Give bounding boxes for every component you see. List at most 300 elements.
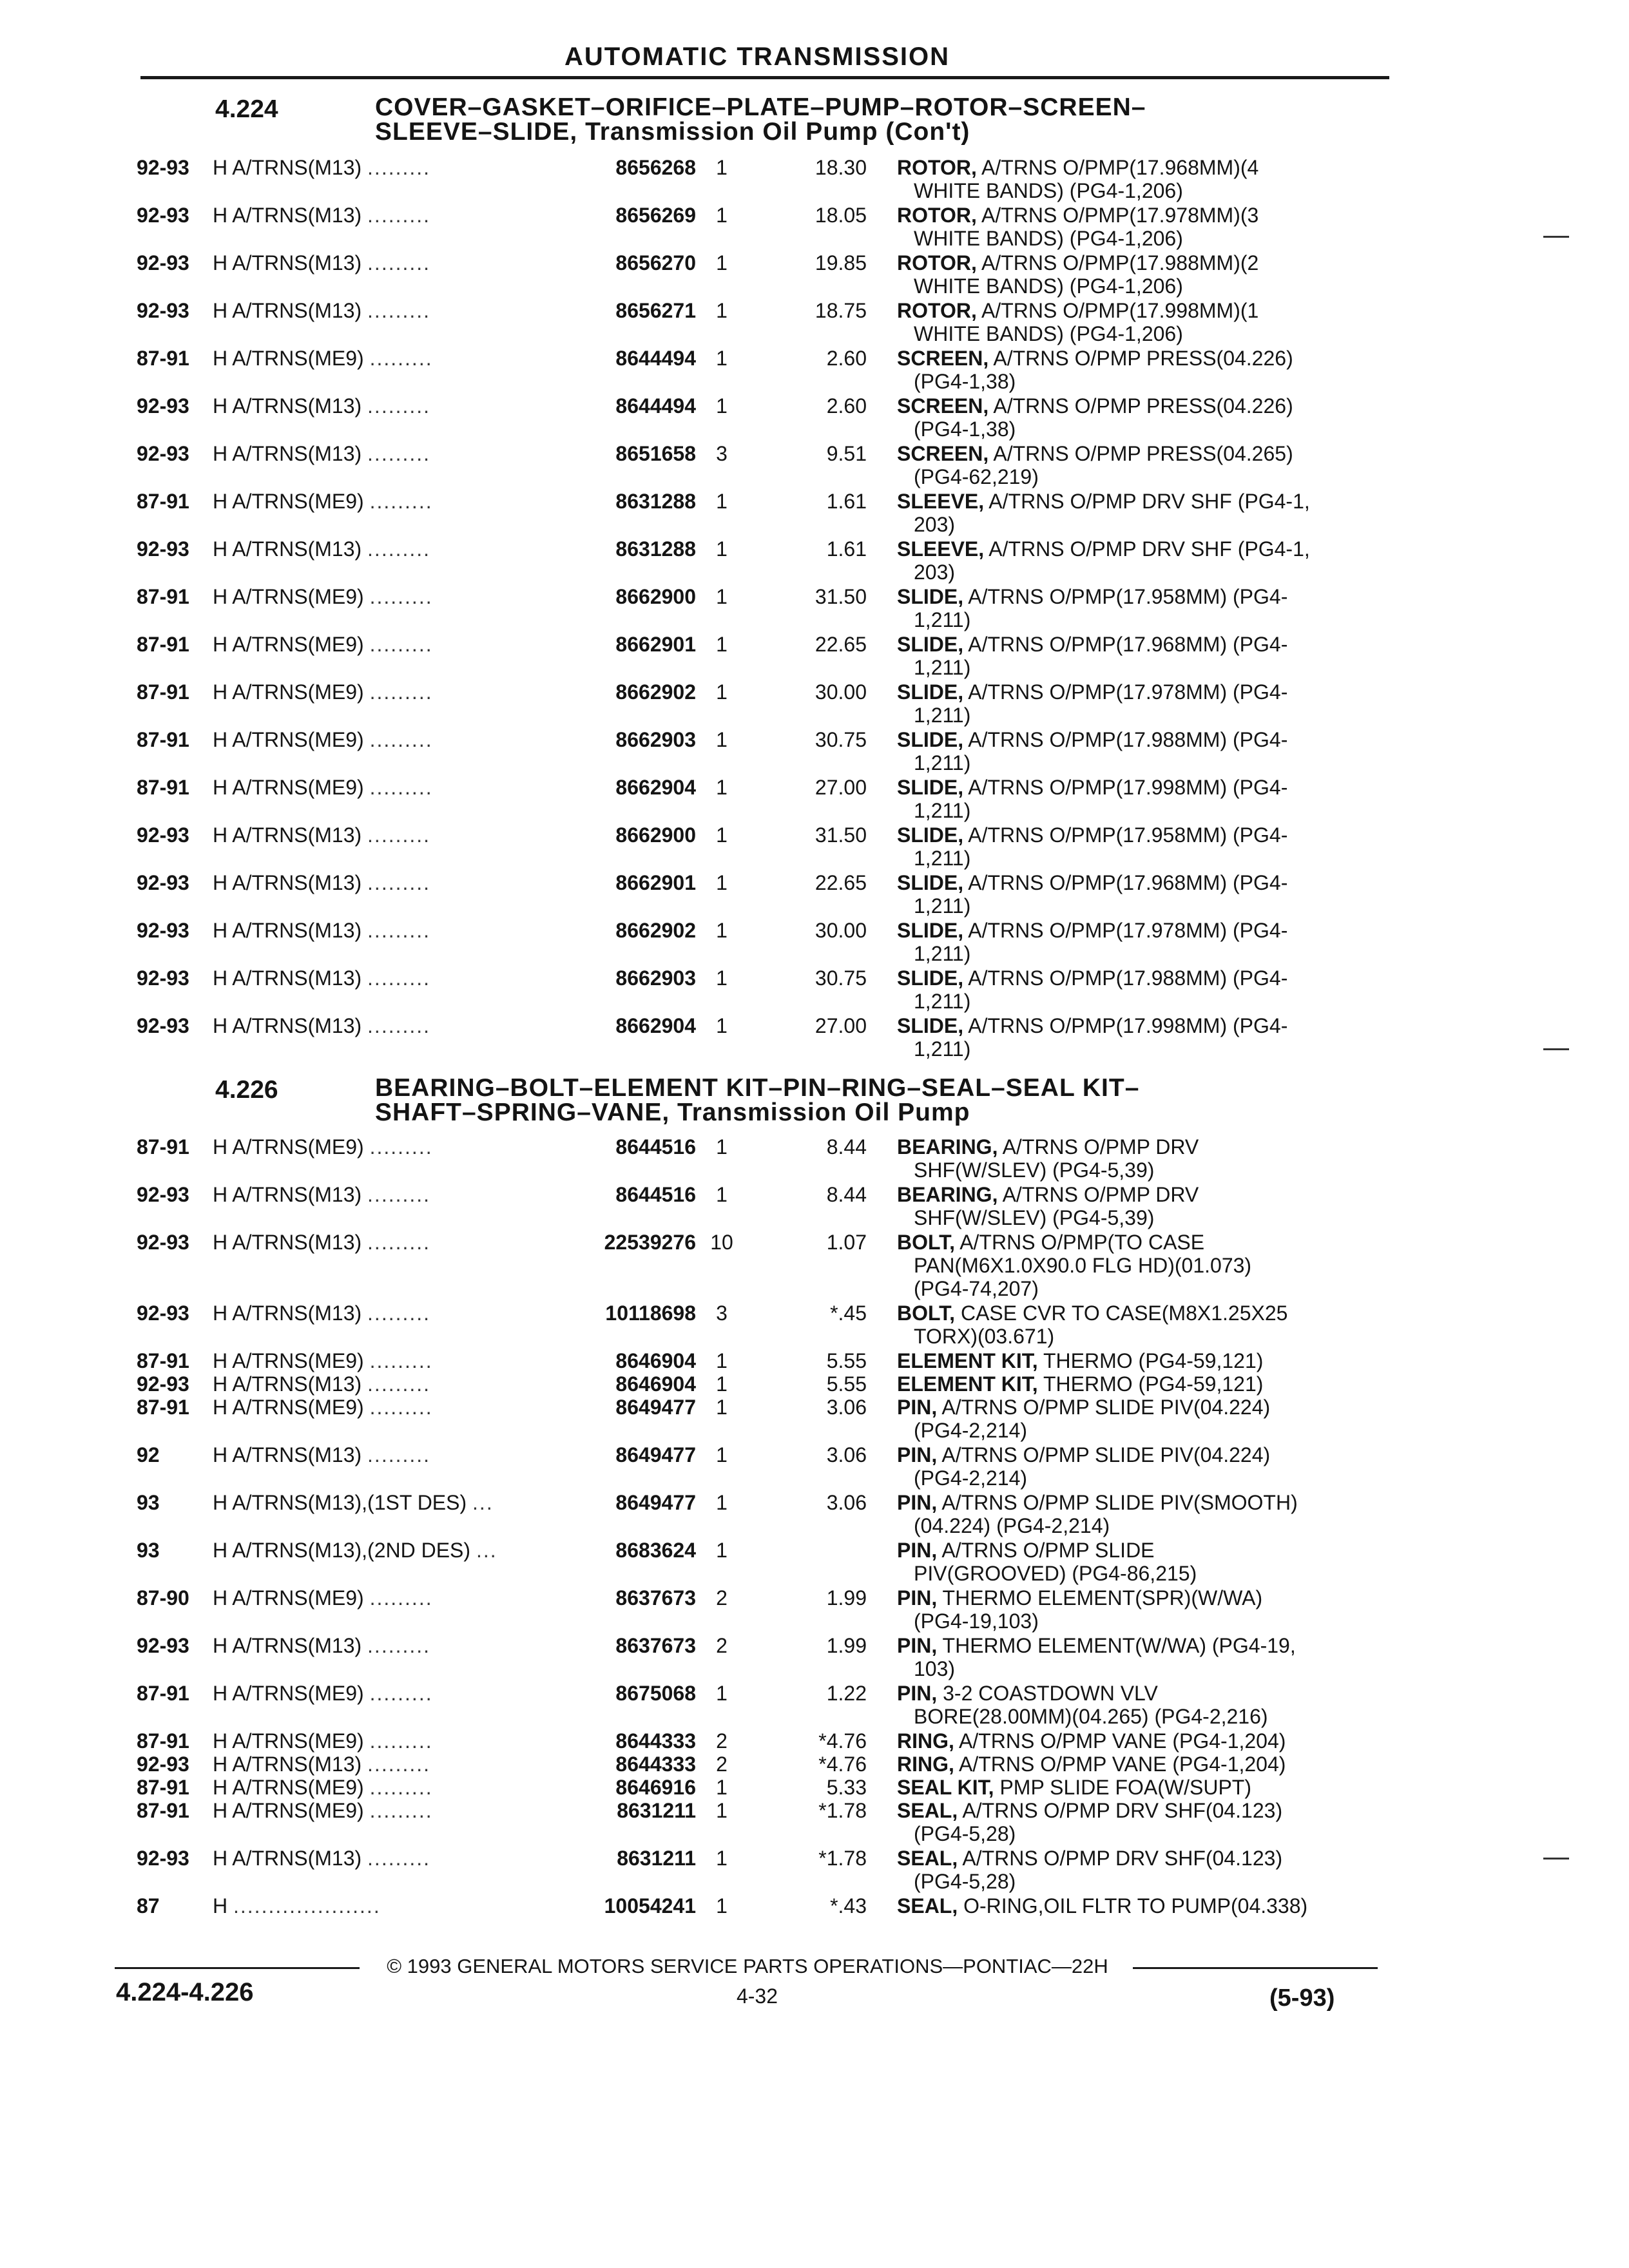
table-row bbox=[0, 633, 1629, 680]
leader-dots: ......... bbox=[369, 490, 433, 513]
application-text: H A/TRNS(M13) bbox=[213, 1372, 362, 1396]
description-line2: 203) bbox=[914, 561, 956, 584]
description-line1 bbox=[897, 1894, 1374, 1917]
description-line2: TORX)(03.671) bbox=[914, 1325, 1055, 1348]
application bbox=[213, 394, 574, 418]
model-years: 92-93 bbox=[137, 1183, 189, 1206]
description bbox=[897, 823, 1374, 870]
part-name: RING, bbox=[897, 1753, 954, 1776]
part-name: SLEEVE, bbox=[897, 537, 985, 561]
price: 8.44 bbox=[826, 1183, 867, 1206]
leader-dots: ......... bbox=[367, 537, 431, 561]
description bbox=[897, 442, 1374, 488]
description-line1 bbox=[897, 1183, 1374, 1206]
model-years: 87-91 bbox=[137, 680, 189, 704]
application bbox=[213, 633, 574, 656]
description bbox=[897, 1349, 1374, 1372]
price: 8.44 bbox=[826, 1135, 867, 1158]
leader-dots: ......... bbox=[369, 585, 433, 608]
description-line2: (PG4-19,103) bbox=[914, 1610, 1039, 1633]
description-text: A/TRNS O/PMP VANE (PG4-1,204) bbox=[954, 1753, 1286, 1776]
application bbox=[213, 823, 574, 847]
table-row bbox=[0, 1443, 1629, 1491]
quantity: 2 bbox=[716, 1586, 728, 1610]
leader-dots: ......... bbox=[367, 1014, 431, 1037]
model-years: 92-93 bbox=[137, 156, 189, 179]
leader-dots: ......... bbox=[369, 1396, 433, 1419]
table-row bbox=[0, 1135, 1629, 1183]
price: 2.60 bbox=[826, 394, 867, 418]
price: 1.22 bbox=[826, 1682, 867, 1705]
price: 27.00 bbox=[815, 776, 867, 799]
part-name: ROTOR, bbox=[897, 156, 977, 179]
leader-dots: ......... bbox=[367, 442, 431, 465]
leader-dots: ......... bbox=[367, 966, 431, 990]
model-years: 87-91 bbox=[137, 728, 189, 751]
description-line1 bbox=[897, 1753, 1374, 1776]
part-name: SLIDE, bbox=[897, 680, 964, 704]
description-line2: 1,211) bbox=[914, 894, 971, 918]
description bbox=[897, 585, 1374, 631]
application bbox=[213, 299, 574, 322]
description bbox=[897, 537, 1374, 584]
table-row bbox=[0, 823, 1629, 871]
description bbox=[897, 299, 1374, 345]
part-number: 8662902 bbox=[615, 680, 696, 704]
description bbox=[897, 347, 1374, 393]
section-title-line1: COVER–GASKET–ORIFICE–PLATE–PUMP–ROTOR–SCREEN– bbox=[375, 93, 1146, 121]
part-number: 8644333 bbox=[615, 1753, 696, 1776]
description-line2: 1,211) bbox=[914, 799, 971, 822]
leader-dots: ......... bbox=[367, 823, 431, 847]
application bbox=[213, 871, 574, 894]
table-row bbox=[0, 1634, 1629, 1682]
application-text: H A/TRNS(M13),(2ND DES) bbox=[213, 1539, 471, 1562]
model-years: 92-93 bbox=[137, 1014, 189, 1037]
description-text: THERMO (PG4-59,121) bbox=[1037, 1372, 1264, 1396]
part-number: 8644494 bbox=[615, 347, 696, 370]
description-text: A/TRNS O/PMP PRESS(04.226) bbox=[988, 394, 1293, 418]
part-name: RING, bbox=[897, 1729, 954, 1753]
description-line2: WHITE BANDS) (PG4-1,206) bbox=[914, 227, 1183, 250]
part-name: SCREEN, bbox=[897, 442, 989, 465]
model-years: 87-91 bbox=[137, 1135, 189, 1158]
application-text: H A/TRNS(ME9) bbox=[213, 1349, 364, 1372]
part-name: ROTOR, bbox=[897, 299, 977, 322]
part-name: SEAL, bbox=[897, 1894, 958, 1917]
description-line1 bbox=[897, 633, 1374, 656]
part-name: PIN, bbox=[897, 1491, 938, 1514]
price: 3.06 bbox=[826, 1396, 867, 1419]
part-name: ROTOR, bbox=[897, 251, 977, 274]
description-text: A/TRNS O/PMP VANE (PG4-1,204) bbox=[954, 1729, 1286, 1753]
application bbox=[213, 1302, 574, 1325]
application-text: H A/TRNS(M13) bbox=[213, 156, 362, 179]
description bbox=[897, 1799, 1374, 1845]
part-name: PIN, bbox=[897, 1539, 938, 1562]
price: *4.76 bbox=[818, 1753, 867, 1776]
part-number: 8646904 bbox=[615, 1349, 696, 1372]
quantity: 1 bbox=[716, 251, 728, 274]
part-number: 10118698 bbox=[605, 1302, 696, 1325]
model-years: 93 bbox=[137, 1539, 160, 1562]
description-text: A/TRNS O/PMP(17.988MM) (PG4- bbox=[963, 728, 1288, 751]
price: 3.06 bbox=[826, 1443, 867, 1466]
part-number: 8675068 bbox=[615, 1682, 696, 1705]
price: 3.06 bbox=[826, 1491, 867, 1514]
application-text: H A/TRNS(M13) bbox=[213, 442, 362, 465]
description-line2: 1,211) bbox=[914, 656, 971, 679]
table-row bbox=[0, 1776, 1629, 1799]
margin-mark bbox=[1543, 1858, 1569, 1860]
price: 5.55 bbox=[826, 1349, 867, 1372]
table-row bbox=[0, 1586, 1629, 1634]
application bbox=[213, 1753, 574, 1776]
quantity: 1 bbox=[716, 728, 728, 751]
description-text: THERMO (PG4-59,121) bbox=[1037, 1349, 1264, 1372]
quantity: 1 bbox=[716, 1372, 728, 1396]
description-line1 bbox=[897, 156, 1374, 179]
model-years: 92-93 bbox=[137, 823, 189, 847]
footer-rule-right bbox=[1133, 1967, 1378, 1969]
part-name: BOLT, bbox=[897, 1231, 956, 1254]
leader-dots: ......... bbox=[367, 156, 431, 179]
description-text: A/TRNS O/PMP(17.998MM)(1 bbox=[976, 299, 1259, 322]
application-text: H A/TRNS(ME9) bbox=[213, 347, 364, 370]
description-line2: WHITE BANDS) (PG4-1,206) bbox=[914, 322, 1183, 345]
quantity: 1 bbox=[716, 204, 728, 227]
description bbox=[897, 680, 1374, 727]
leader-dots: ... bbox=[472, 1491, 494, 1514]
application bbox=[213, 1349, 574, 1372]
quantity: 1 bbox=[716, 585, 728, 608]
model-years: 92-93 bbox=[137, 204, 189, 227]
model-years: 92-93 bbox=[137, 442, 189, 465]
description bbox=[897, 204, 1374, 250]
table-row bbox=[0, 347, 1629, 394]
margin-mark bbox=[1543, 236, 1569, 238]
description-line1 bbox=[897, 537, 1374, 561]
leader-dots: ......... bbox=[369, 1135, 433, 1158]
leader-dots: ... bbox=[476, 1539, 497, 1562]
application bbox=[213, 251, 574, 274]
application bbox=[213, 490, 574, 513]
description-text: A/TRNS O/PMP SLIDE bbox=[937, 1539, 1155, 1562]
quantity: 1 bbox=[716, 1349, 728, 1372]
part-number: 22539276 bbox=[604, 1231, 696, 1254]
part-number: 8662903 bbox=[615, 966, 696, 990]
description-line2: SHF(W/SLEV) (PG4-5,39) bbox=[914, 1206, 1155, 1229]
part-name: SLIDE, bbox=[897, 728, 964, 751]
part-number: 8662902 bbox=[615, 919, 696, 942]
part-number: 8631288 bbox=[615, 490, 696, 513]
table-row bbox=[0, 871, 1629, 919]
model-years: 92-93 bbox=[137, 1231, 189, 1254]
quantity: 1 bbox=[716, 347, 728, 370]
leader-dots: ......... bbox=[369, 633, 433, 656]
application-text: H A/TRNS(M13) bbox=[213, 1443, 362, 1466]
description-text: A/TRNS O/PMP DRV bbox=[998, 1135, 1199, 1158]
description-text: A/TRNS O/PMP SLIDE PIV(SMOOTH) bbox=[937, 1491, 1298, 1514]
price: *1.78 bbox=[818, 1799, 867, 1822]
price: 18.75 bbox=[815, 299, 867, 322]
table-row bbox=[0, 442, 1629, 490]
quantity: 1 bbox=[716, 1014, 728, 1037]
application-text: H A/TRNS(ME9) bbox=[213, 728, 364, 751]
quantity: 10 bbox=[710, 1231, 733, 1254]
description-line2: WHITE BANDS) (PG4-1,206) bbox=[914, 274, 1183, 298]
part-number: 8631211 bbox=[617, 1799, 696, 1822]
leader-dots: ......... bbox=[367, 1847, 431, 1870]
model-years: 87-91 bbox=[137, 1396, 189, 1419]
application bbox=[213, 1396, 574, 1419]
leader-dots: ......... bbox=[367, 1443, 431, 1466]
quantity: 2 bbox=[716, 1753, 728, 1776]
part-name: SLIDE, bbox=[897, 823, 964, 847]
model-years: 92-93 bbox=[137, 1753, 189, 1776]
application bbox=[213, 1729, 574, 1753]
description-line1 bbox=[897, 776, 1374, 799]
application-text: H A/TRNS(M13) bbox=[213, 299, 362, 322]
model-years: 92-93 bbox=[137, 871, 189, 894]
application-text: H A/TRNS(ME9) bbox=[213, 585, 364, 608]
quantity: 1 bbox=[716, 156, 728, 179]
model-years: 87-91 bbox=[137, 1682, 189, 1705]
price: 5.55 bbox=[826, 1372, 867, 1396]
quantity: 1 bbox=[716, 537, 728, 561]
table-row bbox=[0, 299, 1629, 347]
application-text: H A/TRNS(ME9) bbox=[213, 633, 364, 656]
description bbox=[897, 1491, 1374, 1537]
description-text: A/TRNS O/PMP(TO CASE bbox=[955, 1231, 1205, 1254]
application bbox=[213, 1135, 574, 1158]
price: 30.00 bbox=[815, 680, 867, 704]
application bbox=[213, 1799, 574, 1822]
application-text: H A/TRNS(ME9) bbox=[213, 1682, 364, 1705]
description-text: A/TRNS O/PMP(17.958MM) (PG4- bbox=[963, 823, 1288, 847]
description-line1 bbox=[897, 1372, 1374, 1396]
leader-dots: ..................... bbox=[233, 1894, 381, 1917]
quantity: 1 bbox=[716, 871, 728, 894]
model-years: 92-93 bbox=[137, 299, 189, 322]
price: 9.51 bbox=[826, 442, 867, 465]
description-text: O-RING,OIL FLTR TO PUMP(04.338) bbox=[958, 1894, 1308, 1917]
quantity: 1 bbox=[716, 1799, 728, 1822]
description-line2: 1,211) bbox=[914, 751, 971, 774]
description-text: A/TRNS O/PMP(17.988MM)(2 bbox=[976, 251, 1259, 274]
leader-dots: ......... bbox=[367, 1302, 431, 1325]
price: 30.75 bbox=[815, 728, 867, 751]
description-line1 bbox=[897, 490, 1374, 513]
application-text: H A/TRNS(M13) bbox=[213, 1753, 362, 1776]
footer-page-number: 4-32 bbox=[736, 1984, 778, 2008]
application-text: H A/TRNS(M13) bbox=[213, 1014, 362, 1037]
description-line1 bbox=[897, 1349, 1374, 1372]
leader-dots: ......... bbox=[369, 1682, 433, 1705]
application bbox=[213, 1682, 574, 1705]
description-line2: (PG4-62,219) bbox=[914, 465, 1039, 488]
price: 30.75 bbox=[815, 966, 867, 990]
description-line1 bbox=[897, 1231, 1374, 1254]
description-line2: BORE(28.00MM)(04.265) (PG4-2,216) bbox=[914, 1705, 1268, 1728]
price: *.43 bbox=[830, 1894, 867, 1917]
description-line3: (PG4-74,207) bbox=[914, 1277, 1039, 1300]
leader-dots: ......... bbox=[369, 728, 433, 751]
description-line2: (PG4-5,28) bbox=[914, 1870, 1016, 1893]
description-line2: 203) bbox=[914, 513, 956, 536]
description-line1 bbox=[897, 1014, 1374, 1037]
model-years: 87-90 bbox=[137, 1586, 189, 1610]
model-years: 92-93 bbox=[137, 1302, 189, 1325]
model-years: 92-93 bbox=[137, 966, 189, 990]
application bbox=[213, 1776, 574, 1799]
price: 2.60 bbox=[826, 347, 867, 370]
price: 31.50 bbox=[815, 585, 867, 608]
description-line2: 1,211) bbox=[914, 847, 971, 870]
part-name: SCREEN, bbox=[897, 347, 989, 370]
part-number: 8662901 bbox=[615, 633, 696, 656]
table-row bbox=[0, 1491, 1629, 1539]
table-row bbox=[0, 1753, 1629, 1776]
part-number: 8649477 bbox=[615, 1396, 696, 1419]
model-years: 87-91 bbox=[137, 347, 189, 370]
part-name: PIN, bbox=[897, 1443, 938, 1466]
part-name: PIN, bbox=[897, 1586, 938, 1610]
application-text: H A/TRNS(ME9) bbox=[213, 1396, 364, 1419]
quantity: 3 bbox=[716, 1302, 728, 1325]
description-line1 bbox=[897, 1491, 1374, 1514]
description-text: PMP SLIDE FOA(W/SUPT) bbox=[994, 1776, 1251, 1799]
description-line2: (PG4-2,214) bbox=[914, 1466, 1028, 1490]
price: *1.78 bbox=[818, 1847, 867, 1870]
leader-dots: ......... bbox=[367, 299, 431, 322]
application-text: H A/TRNS(M13),(1ST DES) bbox=[213, 1491, 467, 1514]
description-line1 bbox=[897, 1776, 1374, 1799]
application bbox=[213, 919, 574, 942]
part-name: SLIDE, bbox=[897, 919, 964, 942]
description-text: THERMO ELEMENT(W/WA) (PG4-19, bbox=[937, 1634, 1296, 1657]
part-number: 8644516 bbox=[615, 1183, 696, 1206]
part-number: 8662900 bbox=[615, 585, 696, 608]
part-number: 8662903 bbox=[615, 728, 696, 751]
application bbox=[213, 1847, 574, 1870]
price: 18.30 bbox=[815, 156, 867, 179]
quantity: 1 bbox=[716, 1491, 728, 1514]
table-row bbox=[0, 537, 1629, 585]
part-number: 8649477 bbox=[615, 1443, 696, 1466]
application bbox=[213, 585, 574, 608]
part-name: PIN, bbox=[897, 1396, 938, 1419]
description-text: A/TRNS O/PMP DRV bbox=[998, 1183, 1199, 1206]
part-number: 8662904 bbox=[615, 776, 696, 799]
table-row bbox=[0, 1729, 1629, 1753]
table-row bbox=[0, 1894, 1629, 1917]
description bbox=[897, 1847, 1374, 1893]
leader-dots: ......... bbox=[367, 1634, 431, 1657]
footer-copyright: © 1993 GENERAL MOTORS SERVICE PARTS OPERATIONS—PONTIAC—22H bbox=[387, 1955, 1108, 1977]
quantity: 1 bbox=[716, 823, 728, 847]
description-text: A/TRNS O/PMP(17.968MM) (PG4- bbox=[963, 633, 1288, 656]
application bbox=[213, 156, 574, 179]
description-text: A/TRNS O/PMP SLIDE PIV(04.224) bbox=[937, 1443, 1271, 1466]
description-line2: 1,211) bbox=[914, 1037, 971, 1061]
description-line1 bbox=[897, 1302, 1374, 1325]
section-title bbox=[375, 1076, 1380, 1125]
table-row bbox=[0, 1349, 1629, 1372]
quantity: 3 bbox=[716, 442, 728, 465]
price: 22.65 bbox=[815, 633, 867, 656]
part-name: SLIDE, bbox=[897, 633, 964, 656]
application-text: H A/TRNS(M13) bbox=[213, 1302, 362, 1325]
description bbox=[897, 871, 1374, 918]
leader-dots: ......... bbox=[367, 1372, 431, 1396]
description-line1 bbox=[897, 1634, 1374, 1657]
model-years: 87-91 bbox=[137, 1799, 189, 1822]
description bbox=[897, 1776, 1374, 1799]
part-number: 8646916 bbox=[615, 1776, 696, 1799]
leader-dots: ......... bbox=[369, 347, 433, 370]
description bbox=[897, 1396, 1374, 1442]
quantity: 1 bbox=[716, 1135, 728, 1158]
description-line1 bbox=[897, 1396, 1374, 1419]
application-text: H A/TRNS(ME9) bbox=[213, 1799, 364, 1822]
description-text: A/TRNS O/PMP(17.978MM)(3 bbox=[976, 204, 1259, 227]
part-name: SEAL, bbox=[897, 1799, 958, 1822]
table-row bbox=[0, 251, 1629, 299]
quantity: 1 bbox=[716, 490, 728, 513]
table-row bbox=[0, 1302, 1629, 1349]
application-text: H A/TRNS(M13) bbox=[213, 966, 362, 990]
table-row bbox=[0, 919, 1629, 966]
model-years: 87-91 bbox=[137, 585, 189, 608]
description-line1 bbox=[897, 1539, 1374, 1562]
description bbox=[897, 1894, 1374, 1917]
description bbox=[897, 1753, 1374, 1776]
leader-dots: ......... bbox=[367, 204, 431, 227]
table-row bbox=[0, 394, 1629, 442]
description bbox=[897, 728, 1374, 774]
application-text: H A/TRNS(M13) bbox=[213, 1183, 362, 1206]
leader-dots: ......... bbox=[369, 776, 433, 799]
description-text: A/TRNS O/PMP SLIDE PIV(04.224) bbox=[937, 1396, 1271, 1419]
part-number: 8649477 bbox=[615, 1491, 696, 1514]
part-name: SLIDE, bbox=[897, 871, 964, 894]
description-line1 bbox=[897, 1729, 1374, 1753]
part-number: 8651658 bbox=[615, 442, 696, 465]
price: 30.00 bbox=[815, 919, 867, 942]
application-text: H A/TRNS(M13) bbox=[213, 823, 362, 847]
part-name: SEAL KIT, bbox=[897, 1776, 994, 1799]
model-years: 87-91 bbox=[137, 1776, 189, 1799]
description bbox=[897, 1014, 1374, 1061]
description-line1 bbox=[897, 394, 1374, 418]
application-text: H A/TRNS(M13) bbox=[213, 394, 362, 418]
quantity: 1 bbox=[716, 1776, 728, 1799]
part-number: 8656268 bbox=[615, 156, 696, 179]
application bbox=[213, 776, 574, 799]
part-name: BEARING, bbox=[897, 1183, 998, 1206]
part-number: 8631288 bbox=[615, 537, 696, 561]
part-name: SLIDE, bbox=[897, 1014, 964, 1037]
header-rule bbox=[140, 76, 1389, 79]
description-text: A/TRNS O/PMP DRV SHF (PG4-1, bbox=[984, 490, 1310, 513]
part-number: 8683624 bbox=[615, 1539, 696, 1562]
leader-dots: ......... bbox=[367, 919, 431, 942]
application bbox=[213, 966, 574, 990]
description-line1 bbox=[897, 442, 1374, 465]
part-number: 10054241 bbox=[604, 1894, 696, 1917]
application-text: H A/TRNS(ME9) bbox=[213, 1776, 364, 1799]
